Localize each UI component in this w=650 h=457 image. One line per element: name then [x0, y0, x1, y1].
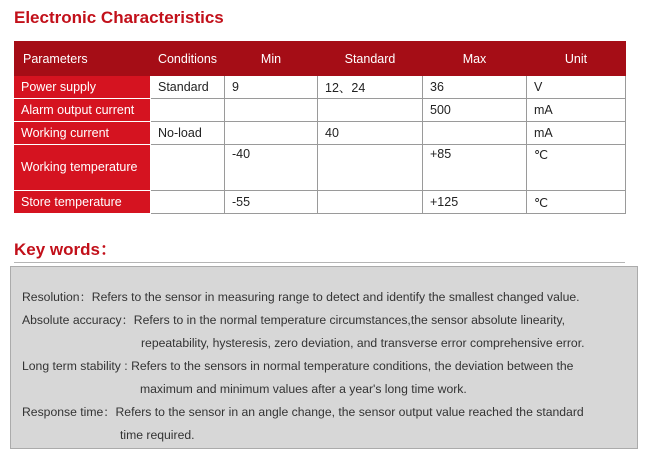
cell-min: -40 — [225, 145, 318, 191]
definition-text-continued: maximum and minimum values after a year's long time work. — [140, 382, 467, 396]
column-header-min: Min — [225, 42, 318, 76]
cell-condition: Standard — [151, 76, 225, 99]
key-words-panel — [10, 266, 638, 449]
cell-standard: 12、24 — [318, 76, 423, 99]
definition-term: Absolute accuracy： — [22, 313, 134, 327]
definition-absolute-accuracy — [22, 309, 631, 355]
definition-line — [22, 401, 631, 424]
column-header-unit: Unit — [527, 42, 626, 76]
definition-text-continued: time required. — [120, 428, 195, 442]
cell-unit: mA — [527, 99, 626, 122]
cell-min: 9 — [225, 76, 318, 99]
table-header-row — [15, 42, 626, 76]
table-row — [15, 99, 626, 122]
cell-standard — [318, 191, 423, 214]
cell-unit: V — [527, 76, 626, 99]
definition-line — [22, 309, 631, 332]
cell-condition — [151, 145, 225, 191]
definition-text: Refers to the sensor in an angle change, the sensor output value reached the standard — [115, 405, 584, 419]
cell-standard: 40 — [318, 122, 423, 145]
row-header-working-temperature: Working temperature — [15, 145, 151, 191]
electronic-characteristics-table — [14, 41, 626, 214]
cell-min: -55 — [225, 191, 318, 214]
definition-term: Response time： — [22, 405, 116, 419]
column-header-conditions: Conditions — [151, 42, 225, 76]
cell-condition — [151, 99, 225, 122]
definition-line — [22, 286, 631, 309]
row-header-alarm-output-current: Alarm output current — [15, 99, 151, 122]
definition-resolution — [22, 286, 631, 309]
cell-condition: No-load — [151, 122, 225, 145]
cell-standard — [318, 145, 423, 191]
definition-response-time — [22, 401, 631, 447]
definition-term: Resolution： — [22, 290, 92, 304]
cell-max: +85 — [423, 145, 527, 191]
column-header-max: Max — [423, 42, 527, 76]
definition-text: Refers to the sensors in normal temperature conditions, the deviation between the — [131, 359, 574, 373]
definition-line — [22, 355, 631, 378]
cell-min — [225, 99, 318, 122]
row-header-working-current: Working current — [15, 122, 151, 145]
definition-long-term-stability — [22, 355, 631, 401]
section-title-key-words: Key words： — [14, 240, 117, 259]
cell-max: +125 — [423, 191, 527, 214]
definition-term: Long term stability : — [22, 359, 132, 373]
column-header-parameters: Parameters — [15, 42, 151, 76]
definition-text-continued: repeatability, hysteresis, zero deviation, and transverse error comprehensive error. — [141, 336, 585, 350]
table-row — [15, 145, 626, 191]
cell-unit: ℃ — [527, 191, 626, 214]
section-divider — [14, 262, 625, 263]
cell-min — [225, 122, 318, 145]
table-row — [15, 76, 626, 99]
table-row — [15, 122, 626, 145]
table-row — [15, 191, 626, 214]
section-title-electronic: Electronic Characteristics — [14, 8, 224, 27]
row-header-power-supply: Power supply — [15, 76, 151, 99]
cell-unit: mA — [527, 122, 626, 145]
column-header-standard: Standard — [318, 42, 423, 76]
cell-max: 36 — [423, 76, 527, 99]
definition-text: Refers to in the normal temperature circumstances,the sensor absolute linearity, — [133, 313, 566, 327]
row-header-store-temperature: Store temperature — [15, 191, 151, 214]
definition-text: Refers to the sensor in measuring range to detect and identify the smallest changed value. — [91, 290, 580, 304]
cell-max — [423, 122, 527, 145]
cell-max: 500 — [423, 99, 527, 122]
cell-condition — [151, 191, 225, 214]
cell-standard — [318, 99, 423, 122]
cell-unit: ℃ — [527, 145, 626, 191]
